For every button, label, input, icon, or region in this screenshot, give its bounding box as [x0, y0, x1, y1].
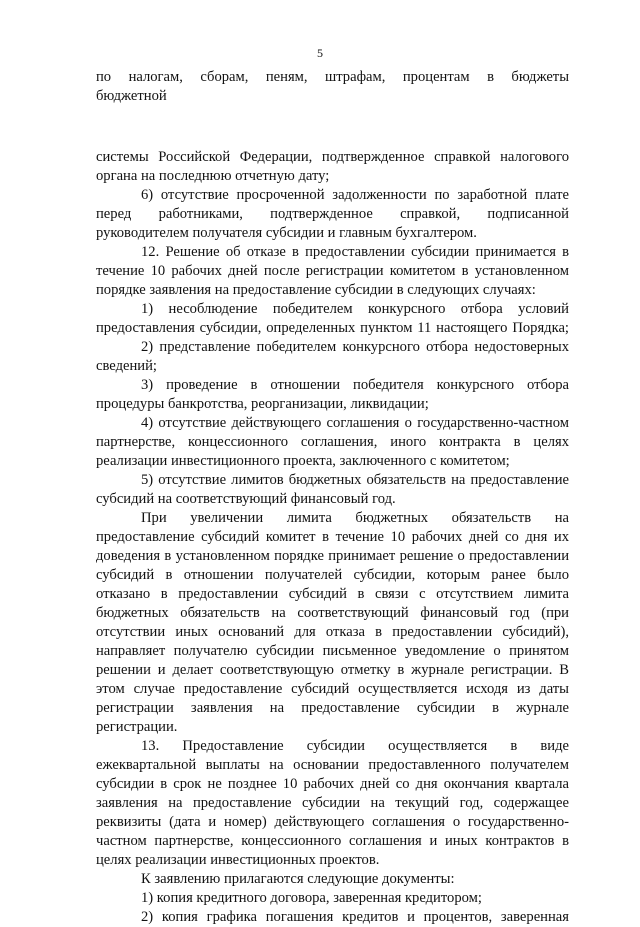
text-line: бюджетной: [96, 88, 167, 104]
text-line: отказано в предоставлении субсидий в связи с отсутствием лимита: [96, 586, 569, 602]
text-line: 1) копия кредитного договора, заверенная кредитором;: [141, 890, 482, 906]
text-line: целях реализации инвестиционных проектов.: [96, 852, 380, 868]
text-line: отсутствии иных оснований для отказа в предоставлении субсидий),: [96, 624, 569, 640]
text-line: перед работниками, подтвержденное справкой, подписанной: [96, 206, 569, 222]
text-line: 13. Предоставление субсидии осуществляется в виде: [141, 738, 569, 754]
text-line: 5) отсутствие лимитов бюджетных обязательств на предоставление: [141, 472, 569, 488]
text-line: руководителем получателя субсидии и главным бухгалтером.: [96, 225, 477, 241]
text-line: регистрации заявления на предоставление субсидии в журнале: [96, 700, 569, 716]
text-line: 2) представление победителем конкурсного отбора недостоверных: [141, 339, 569, 355]
text-line: К заявлению прилагаются следующие документы:: [141, 871, 455, 887]
text-line: бюджетных обязательств на соответствующий финансовый год (при: [96, 605, 569, 621]
text-line: заявления на предоставление субсидии на текущий год, содержащее: [96, 795, 569, 811]
text-line: При увеличении лимита бюджетных обязательств на: [141, 510, 569, 526]
text-line: сведений;: [96, 358, 157, 374]
text-line: 6) отсутствие просроченной задолженности по заработной плате: [141, 187, 569, 203]
paragraph-gap: [96, 127, 569, 148]
text-line: реализации инвестиционного проекта, заключенного с комитетом;: [96, 453, 510, 469]
text-line: 1) несоблюдение победителем конкурсного отбора условий: [141, 301, 569, 317]
text-line: по налогам, сборам, пеням, штрафам, процентам в бюджеты: [96, 69, 569, 85]
text-line: органа на последнюю отчетную дату;: [96, 168, 330, 184]
text-line: этом случае предоставление субсидий осуществляется исходя из даты: [96, 681, 569, 697]
text-line: ежеквартальной выплаты на основании предоставленного получателем: [96, 757, 569, 773]
text-line: системы Российской Федерации, подтвержденное справкой налогового: [96, 149, 569, 165]
text-line: предоставление субсидий комитет в течение 10 рабочих дней со дня их: [96, 529, 569, 545]
text-line: реквизиты (дата и номер) действующего соглашения о государственно-: [96, 814, 569, 830]
document-body: [96, 68, 569, 927]
text-line: 4) отсутствие действующего соглашения о государственно-частном: [141, 415, 569, 431]
text-line: доведения в установленном порядке принимает решение о предоставлении: [96, 548, 569, 564]
text-line: направляет получателю субсидии письменное уведомление о принятом: [96, 643, 569, 659]
text-line: предоставления субсидии, определенных пунктом 11 настоящего Порядка;: [96, 320, 569, 336]
text-line: частном партнерстве, концессионного соглашения и иных контрактов в: [96, 833, 569, 849]
paragraph-gap: [96, 106, 569, 127]
text-line: субсидии в срок не позднее 10 рабочих дней со дня окончания квартала: [96, 776, 569, 792]
text-line: течение 10 рабочих дней после регистрации комитетом в установленном: [96, 263, 569, 279]
text-line: решении и делает соответствующую отметку в журнале регистрации. В: [96, 662, 569, 678]
text-line: субсидий в отношении получателей субсидии, которым ранее было: [96, 567, 569, 583]
text-line: регистрации.: [96, 719, 178, 735]
text-line: субсидий на соответствующий финансовый год.: [96, 491, 396, 507]
text-line: 2) копия графика погашения кредитов и процентов, заверенная: [141, 909, 569, 925]
text-line: 3) проведение в отношении победителя конкурсного отбора: [141, 377, 569, 393]
text-line: 12. Решение об отказе в предоставлении субсидии принимается в: [141, 244, 569, 260]
text-line: процедуры банкротства, реорганизации, ликвидации;: [96, 396, 429, 412]
page-number: 5: [317, 46, 323, 60]
text-line: порядке заявления на предоставление субсидии в следующих случаях:: [96, 282, 536, 298]
text-line: партнерстве, концессионного соглашения, иного контракта в целях: [96, 434, 569, 450]
